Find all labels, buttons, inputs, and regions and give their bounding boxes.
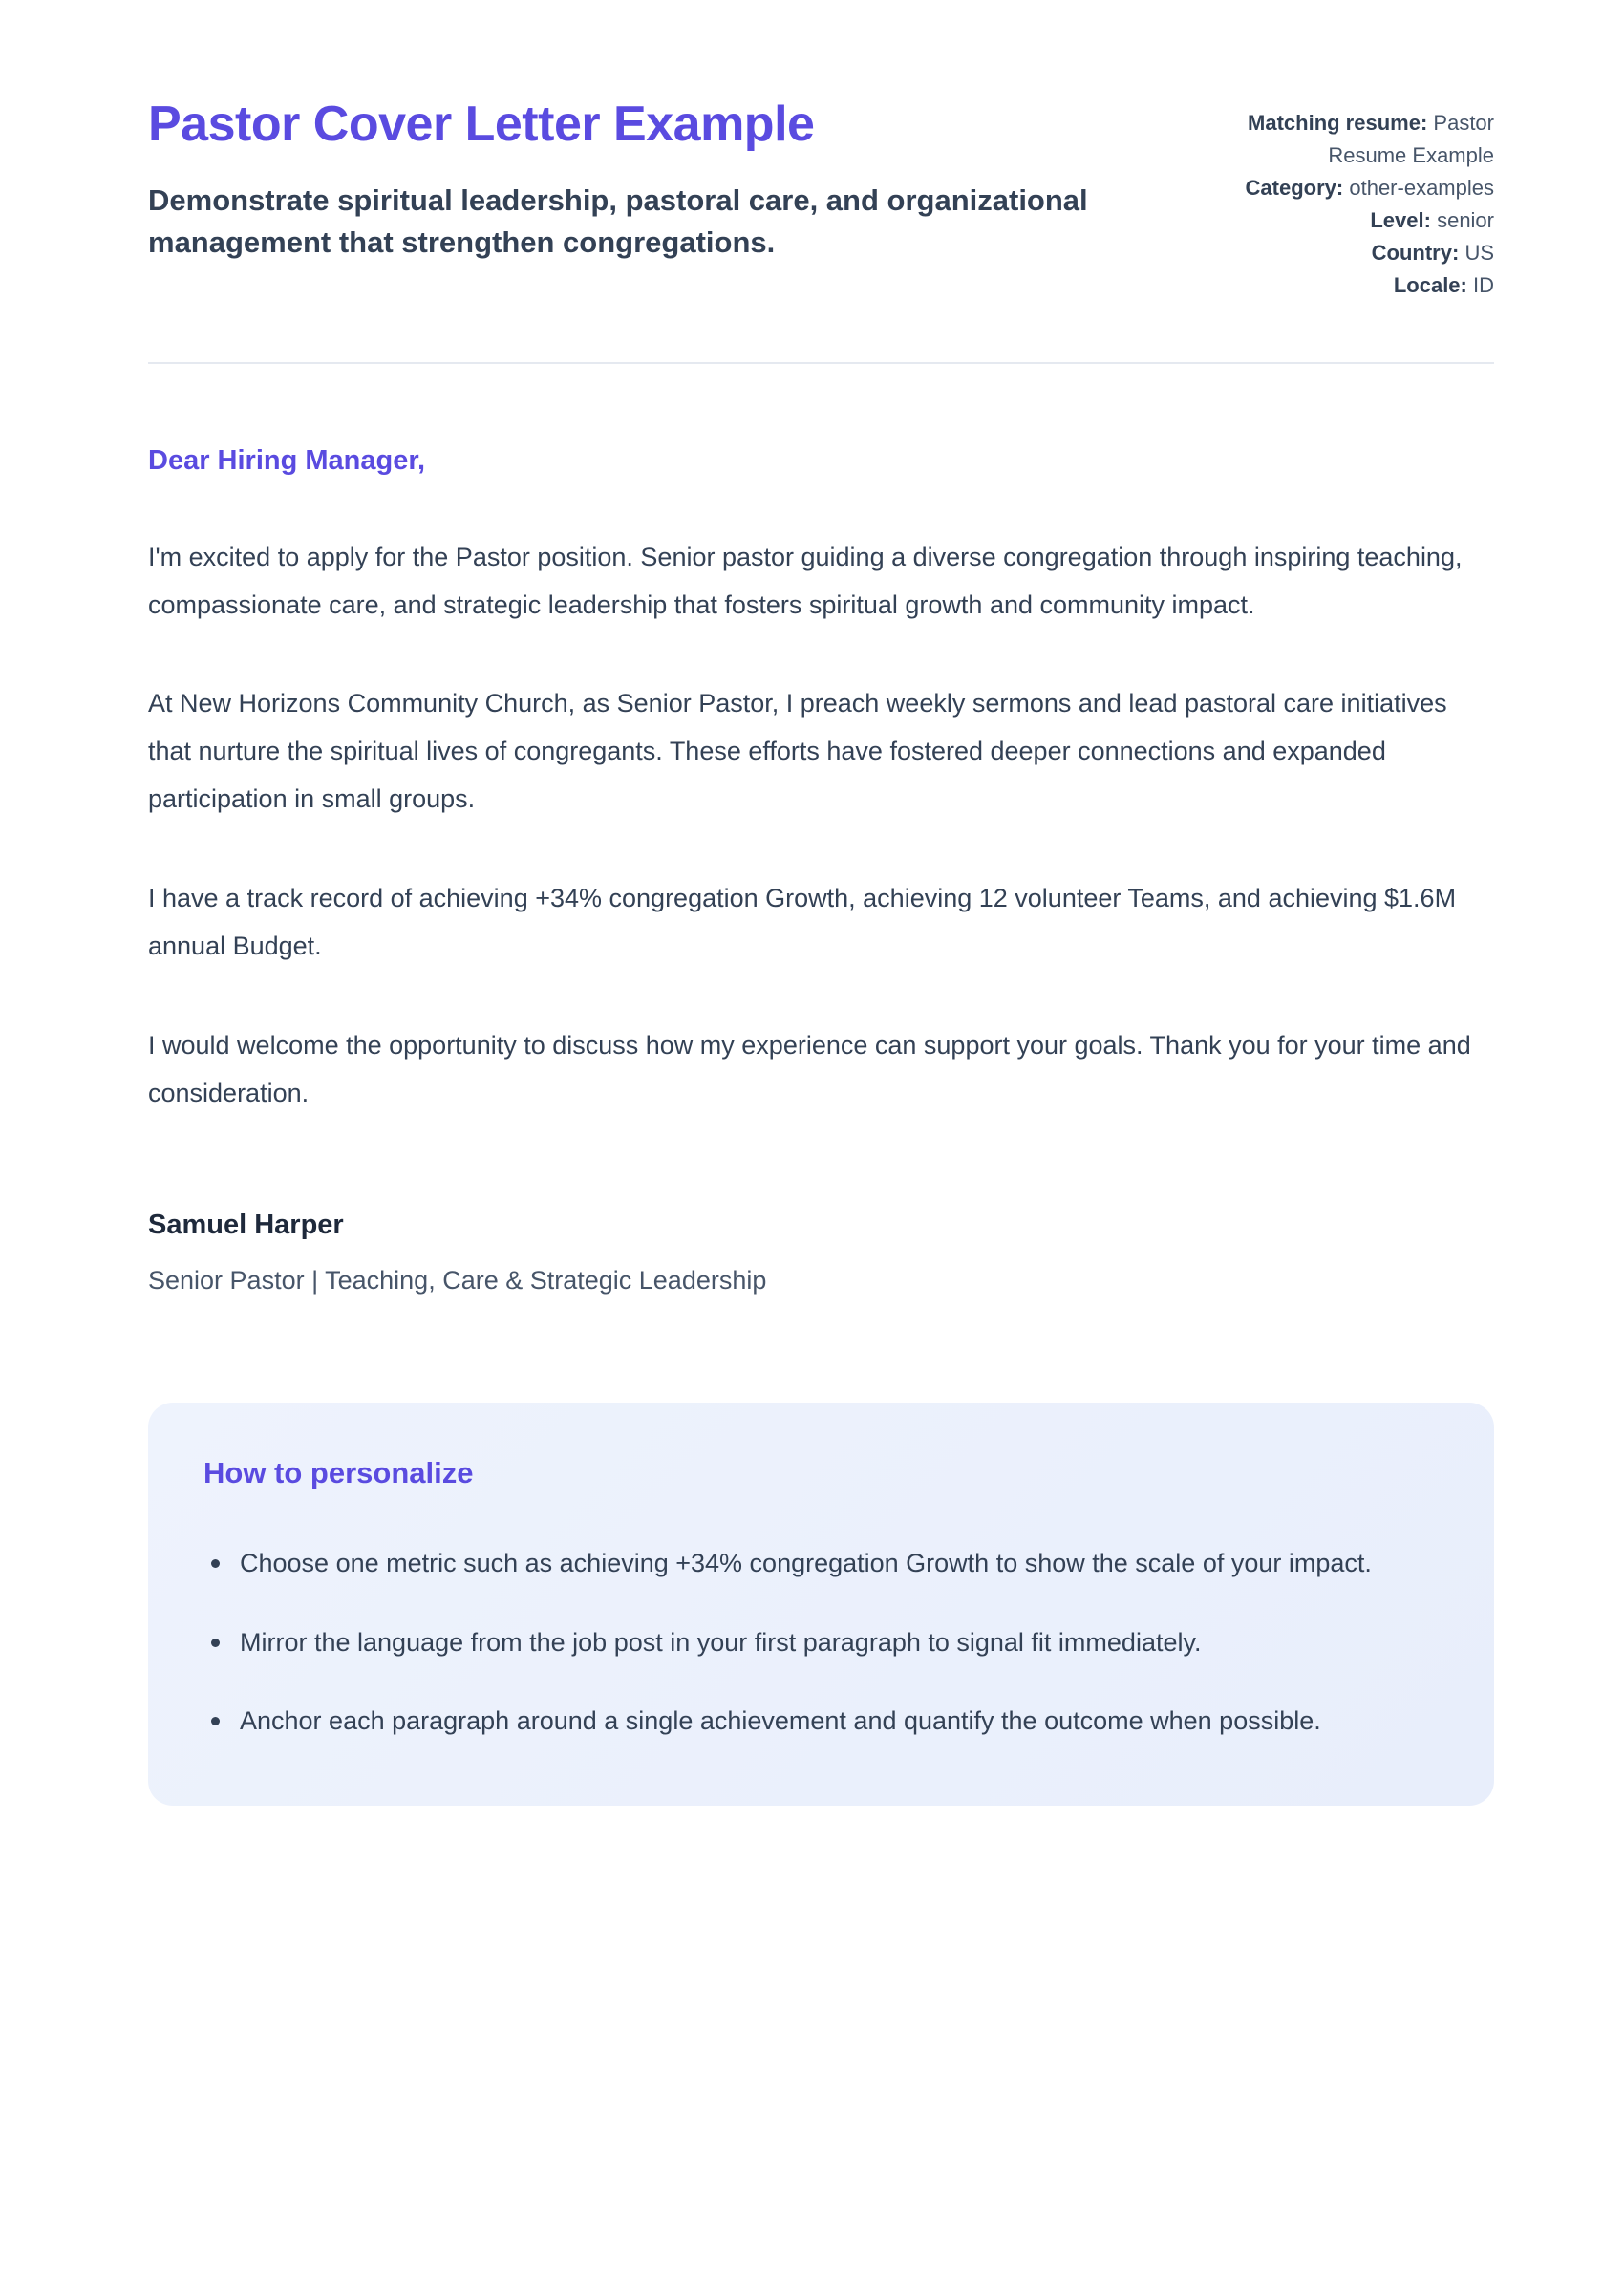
- header: [148, 96, 1494, 303]
- letter-greeting: Dear Hiring Manager,: [148, 444, 426, 476]
- meta-label: Country:: [1371, 241, 1460, 266]
- meta-item-country: [1236, 237, 1494, 269]
- meta-item-locale: [1236, 269, 1494, 302]
- signature-block: [148, 1210, 1494, 1296]
- signature-name: Samuel Harper: [148, 1210, 344, 1240]
- personalize-title: How to personalize: [203, 1456, 474, 1489]
- header-divider: [148, 362, 1494, 364]
- meta-value: Pastor Resume Example: [1328, 111, 1494, 168]
- meta-item-matching-resume: [1236, 107, 1494, 172]
- letter-paragraph: I have a track record of achieving +34% congregation Growth, achieving 12 volunteer Teams, and achieving $1.6M annual Budget.: [148, 884, 1457, 961]
- meta-label: Category:: [1245, 176, 1344, 201]
- cover-letter-body: [148, 445, 1494, 1296]
- meta-value: senior: [1437, 208, 1494, 233]
- signature-role: Senior Pastor | Teaching, Care & Strategic Leadership: [148, 1266, 767, 1295]
- personalize-tip: Mirror the language from the job post in your first paragraph to signal fit immediately.: [190, 1619, 1432, 1666]
- meta-item-category: [1236, 172, 1494, 204]
- meta-value: other-examples: [1349, 176, 1494, 201]
- page-subtitle: Demonstrate spiritual leadership, pastoral care, and organizational management that strengthen congregations.: [148, 183, 1088, 260]
- meta-label: Level:: [1370, 208, 1431, 233]
- header-left: [148, 96, 1180, 264]
- meta-label: Matching resume:: [1248, 111, 1428, 135]
- meta-value: US: [1464, 241, 1494, 266]
- meta-label: Locale:: [1393, 273, 1467, 298]
- meta-block: [1236, 96, 1494, 303]
- meta-value: ID: [1473, 273, 1494, 298]
- letter-paragraph: I'm excited to apply for the Pastor position. Senior pastor guiding a diverse congregation through inspiring teaching, compassionate care, and strategic leadership that fosters spiritual growth and community impact.: [148, 542, 1463, 619]
- page-title: Pastor Cover Letter Example: [148, 96, 815, 152]
- letter-paragraph: I would welcome the opportunity to discuss how my experience can support your goals. Thank you for your time and consideration.: [148, 1031, 1471, 1108]
- personalize-tip: Choose one metric such as achieving +34% congregation Growth to show the scale of your impact.: [190, 1540, 1432, 1587]
- meta-item-level: [1236, 204, 1494, 237]
- personalize-box: [148, 1403, 1494, 1806]
- letter-paragraph: At New Horizons Community Church, as Senior Pastor, I preach weekly sermons and lead pastoral care initiatives that nurture the spiritual lives of congregants. These efforts have fostered deeper connections and expanded participation in small groups.: [148, 689, 1447, 814]
- personalize-tip: Anchor each paragraph around a single achievement and quantify the outcome when possible.: [190, 1698, 1432, 1745]
- personalize-tip-list: [190, 1540, 1437, 1745]
